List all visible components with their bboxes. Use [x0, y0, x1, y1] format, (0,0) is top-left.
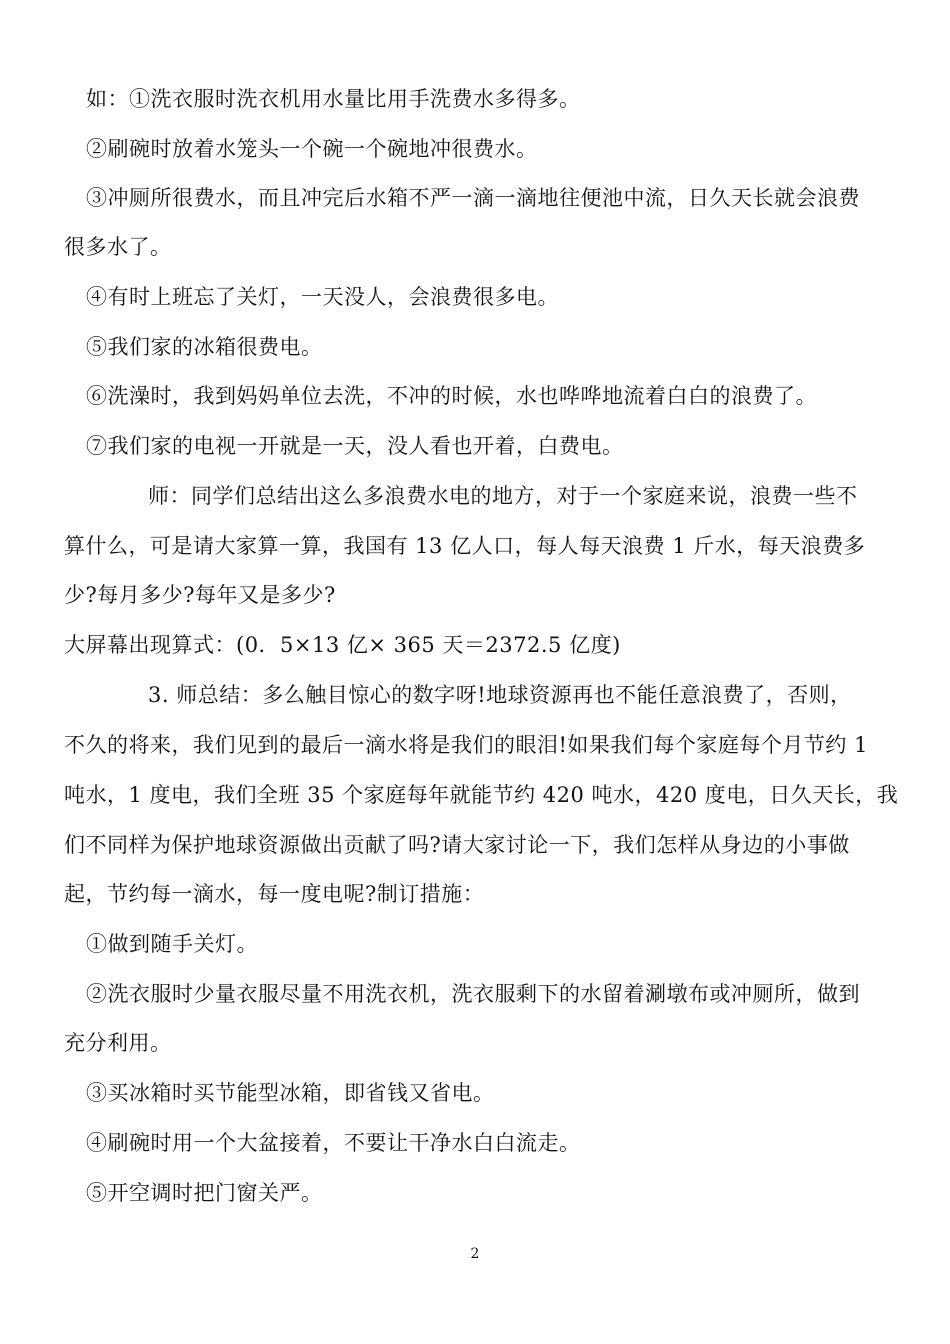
text-line: ④刷碗时用一个大盆接着，不要让干净水白白流走。 [86, 1131, 581, 1155]
text-line: ①做到随手关灯。 [86, 932, 258, 956]
text-line: 吨水，1 度电，我们全班 35 个家庭每年就能节约 420 吨水，420 度电，日久天长，我 [64, 783, 899, 807]
text-line: 大屏幕出现算式：(0．5×13 亿× 365 天＝2372.5 亿度) [64, 633, 621, 657]
page-number: 2 [470, 1246, 480, 1262]
text-line: 不久的将来，我们见到的最后一滴水将是我们的眼泪!如果我们每个家庭每个月节约 1 [64, 733, 868, 757]
text-line: 算什么，可是请大家算一算，我国有 13 亿人口，每人每天浪费 1 斤水，每天浪费多 [64, 534, 866, 558]
text-line: ③买冰箱时买节能型冰箱，即省钱又省电。 [86, 1081, 495, 1105]
text-line: ③冲厕所很费水，而且冲完后水箱不严一滴一滴地往便池中流，日久天长就会浪费 [86, 186, 860, 210]
text-line: ④有时上班忘了关灯，一天没人，会浪费很多电。 [86, 285, 559, 309]
text-line: 很多水了。 [64, 235, 172, 259]
text-line: 3. 师总结：多么触目惊心的数字呀!地球资源再也不能任意浪费了，否则， [148, 683, 852, 707]
text-line: ⑥洗澡时，我到妈妈单位去洗，不冲的时候，水也哗哗地流着白白的浪费了。 [86, 384, 817, 408]
text-line: 们不同样为保护地球资源做出贡献了吗?请大家讨论一下，我们怎样从身边的小事做 [64, 833, 850, 857]
text-line: 师：同学们总结出这么多浪费水电的地方，对于一个家庭来说，浪费一些不 [148, 484, 858, 508]
text-line: 如：①洗衣服时洗衣机用水量比用手洗费水多得多。 [86, 87, 581, 111]
text-line: 充分利用。 [64, 1031, 172, 1055]
text-line: ⑤我们家的冰箱很费电。 [86, 335, 323, 359]
text-line: 起，节约每一滴水，每一度电呢?制订措施： [64, 882, 485, 906]
text-line: 少?每月多少?每年又是多少? [64, 583, 336, 607]
text-line: ②刷碗时放着水笼头一个碗一个碗地冲很费水。 [86, 137, 538, 161]
text-line: ②洗衣服时少量衣服尽量不用洗衣机，洗衣服剩下的水留着涮墩布或冲厕所，做到 [86, 982, 860, 1006]
text-line: ⑦我们家的电视一开就是一天，没人看也开着，白费电。 [86, 434, 624, 458]
text-line: ⑤开空调时把门窗关严。 [86, 1181, 323, 1205]
